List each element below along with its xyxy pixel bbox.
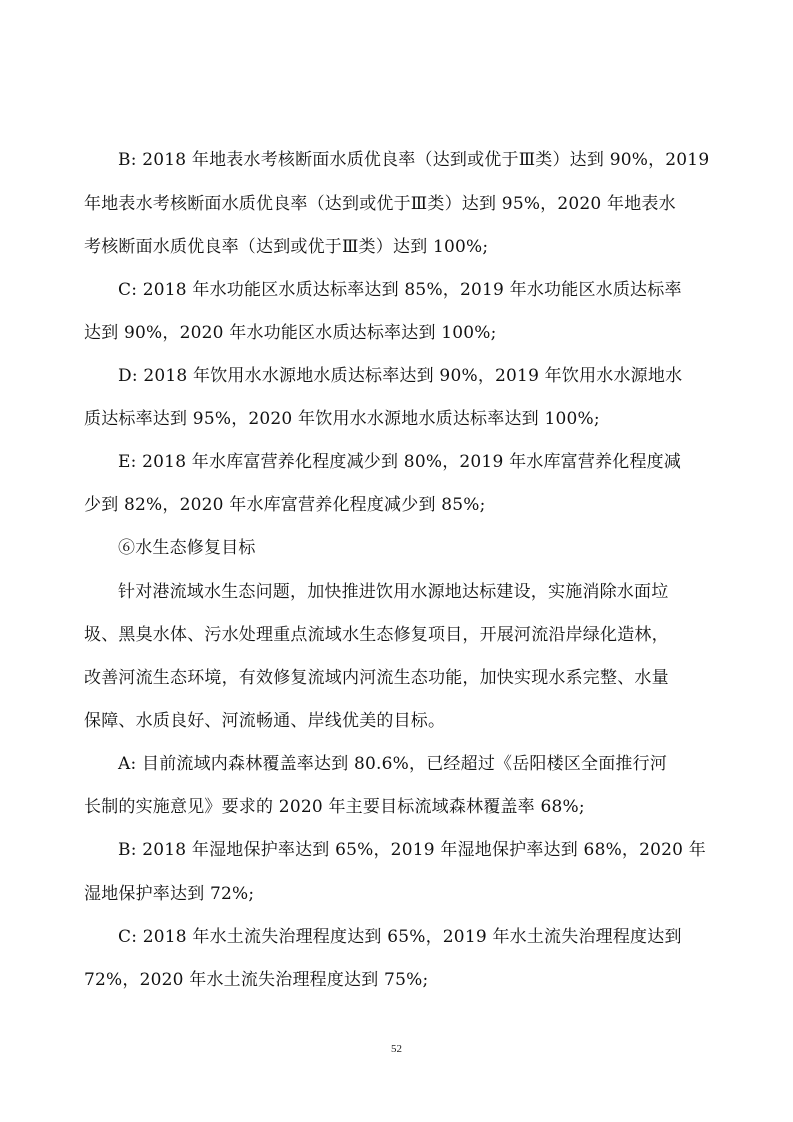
text-line: 考核断面水质优良率（达到或优于Ⅲ类）达到 100%; xyxy=(84,237,489,257)
text-line: 长制的实施意见》要求的 2020 年主要目标流域森林覆盖率 68%; xyxy=(84,797,585,817)
text-line: A: 目前流域内森林覆盖率达到 80.6%，已经超过《岳阳楼区全面推行河 xyxy=(118,754,668,774)
text-line: D: 2018 年饮用水水源地水质达标率达到 90%，2019 年饮用水水源地水 xyxy=(118,366,683,386)
text-line: 圾、黑臭水体、污水处理重点流域水生态修复项目，开展河流沿岸绿化造林， xyxy=(84,625,669,645)
text-line: C: 2018 年水功能区水质达标率达到 85%，2019 年水功能区水质达标率 xyxy=(118,280,682,300)
text-line: E: 2018 年水库富营养化程度减少到 80%，2019 年水库富营养化程度减 xyxy=(118,452,682,472)
text-line: C: 2018 年水土流失治理程度达到 65%，2019 年水土流失治理程度达到 xyxy=(118,927,682,947)
text-line: 达到 90%，2020 年水功能区水质达标率达到 100%; xyxy=(84,323,497,343)
text-line: 少到 82%，2020 年水库富营养化程度减少到 85%; xyxy=(84,495,486,515)
text-line: 72%，2020 年水土流失治理程度达到 75%; xyxy=(84,970,429,990)
text-line: 改善河流生态环境，有效修复流域内河流生态功能，加快实现水系完整、水量 xyxy=(84,668,669,688)
text-line: 保障、水质良好、河流畅通、岸线优美的目标。 xyxy=(84,711,446,731)
text-line: B: 2018 年湿地保护率达到 65%，2019 年湿地保护率达到 68%，2020 年 xyxy=(118,840,707,860)
text-line: B: 2018 年地表水考核断面水质优良率（达到或优于Ⅲ类）达到 90%，2019 xyxy=(118,150,710,170)
text-line: 湿地保护率达到 72%; xyxy=(84,884,255,904)
text-line: 针对港流域水生态问题，加快推进饮用水源地达标建设，实施消除水面垃 xyxy=(118,582,669,602)
text-line: 年地表水考核断面水质优良率（达到或优于Ⅲ类）达到 95%，2020 年地表水 xyxy=(84,194,676,214)
page-number: 52 xyxy=(391,1043,402,1055)
section-heading: ⑥水生态修复目标 xyxy=(118,538,256,558)
text-line: 质达标率达到 95%，2020 年饮用水水源地水质达标率达到 100%; xyxy=(84,409,600,429)
